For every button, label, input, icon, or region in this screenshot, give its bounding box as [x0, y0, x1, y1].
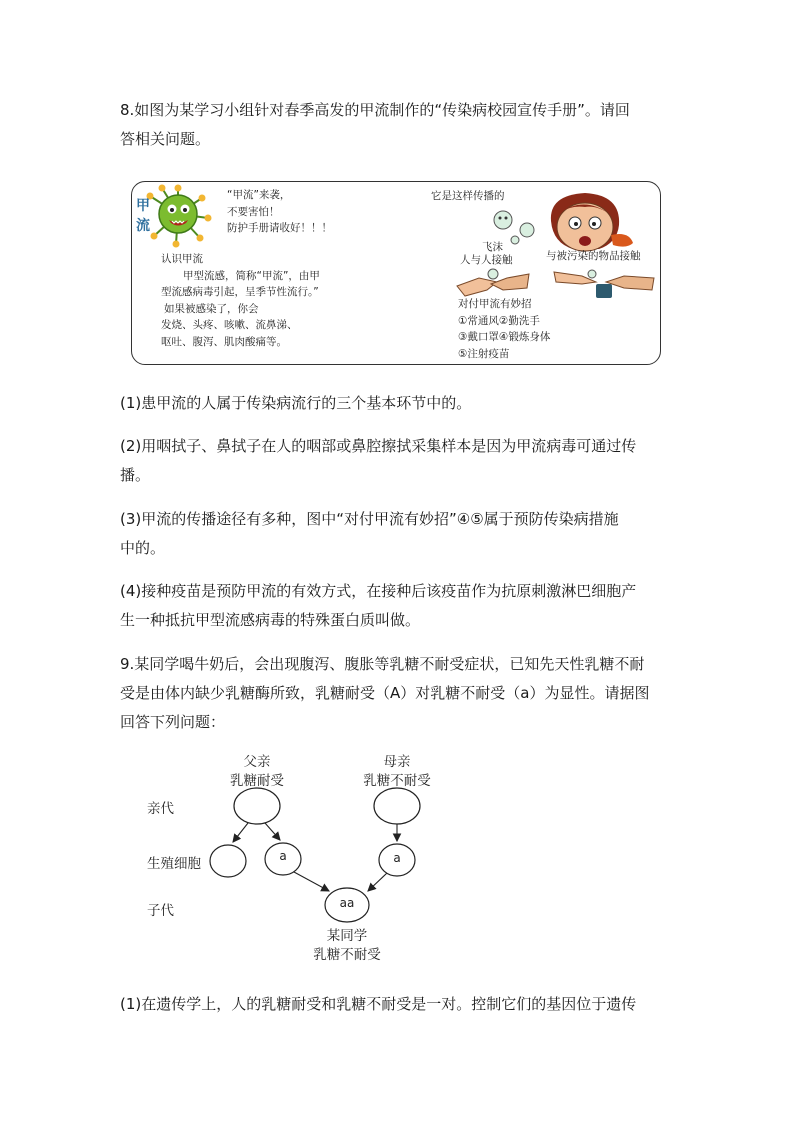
q8-sub4-line: (4)接种疫苗是预防甲流的有效方式，在接种后该疫苗作为抗原刺激淋巴细胞产: [120, 582, 637, 600]
infected-line: 发烧、头疼、咳嗽、流鼻涕、: [161, 319, 298, 331]
gamete-genotype: a: [279, 849, 287, 863]
q8-sub3-line: 中的。: [120, 539, 166, 557]
q9-intro-line: 9.某同学喝牛奶后，会出现腹泻、腹胀等乳糖不耐受症状，已知先天性乳糖不耐: [120, 655, 645, 673]
row-parent-label: 亲代: [147, 801, 174, 817]
q9-intro-line: 回答下列问题：: [120, 713, 226, 731]
father-trait: 乳糖耐受: [230, 773, 284, 789]
child-name: 某同学: [326, 928, 368, 944]
bubble-line: 不要害怕！: [227, 205, 280, 218]
q8-sub2-line: (2)用咽拭子、鼻拭子在人的咽部或鼻腔擦拭采集样本是因为甲流病毒可通过传: [120, 437, 637, 455]
bubble-line: 防护手册请收好！！！: [227, 222, 332, 234]
infected-line: 呕吐、腹泻、肌肉酸痛等。: [161, 335, 287, 348]
child-genotype: aa: [339, 896, 355, 910]
q8-sub2-line: 播。: [120, 466, 151, 484]
tip-line: ①常通风②勤洗手: [458, 314, 540, 327]
infected-line: 如果被感染了，你会: [164, 302, 259, 315]
q8-sub3-line: (3)甲流的传播途径有多种，图中“对付甲流有妙招”④⑤属于预防传染病措施: [120, 510, 619, 528]
tip-line: ③戴口罩④锻炼身体: [458, 331, 551, 343]
mother-label: 母亲: [383, 754, 411, 770]
q8-sub1: (1)患甲流的人属于传染病流行的三个基本环节中的。: [120, 394, 472, 412]
bubble-line: “甲流”来袭，: [227, 189, 291, 201]
gamete-genotype: a: [393, 851, 401, 865]
tips-title: 对付甲流有妙招: [458, 298, 532, 310]
q8-sub4-line: 生一种抵抗甲型流感病毒的特殊蛋白质叫做。: [120, 611, 421, 629]
know-text-line: 甲型流感，简称“甲流”，由甲: [183, 269, 320, 282]
mother-trait: 乳糖不耐受: [363, 773, 431, 789]
person-contact-label: 人与人接触: [460, 254, 513, 266]
child-trait: 乳糖不耐受: [313, 947, 381, 963]
q8-intro-line: 8.如图为某学习小组针对春季高发的甲流制作的“传染病校园宣传手册”。请回: [120, 101, 630, 119]
virus-label: 甲流: [136, 198, 150, 234]
q9-sub1: (1)在遗传学上，人的乳糖耐受和乳糖不耐受是一对。控制它们的基因位于遗传: [120, 995, 637, 1013]
father-label: 父亲: [243, 754, 271, 770]
know-text-line: 型流感病毒引起，呈季节性流行。”: [161, 286, 319, 298]
know-title: 认识甲流: [161, 253, 203, 265]
row-child-label: 子代: [147, 903, 174, 919]
object-contact-label: 与被污染的物品接触: [546, 250, 641, 262]
droplet-label: 飞沫: [482, 241, 503, 253]
spread-title: 它是这样传播的: [431, 190, 505, 202]
mother-cell: [374, 788, 420, 824]
q8-intro-line: 答相关问题。: [120, 130, 211, 148]
row-gamete-label: 生殖细胞: [147, 856, 201, 872]
father-cell: [234, 788, 280, 824]
tip-line: ⑤注射疫苗: [458, 347, 510, 360]
father-gamete-1: [210, 845, 246, 877]
q9-intro-line: 受是由体内缺少乳糖酶所致，乳糖耐受（A）对乳糖不耐受（a）为显性。请据图: [120, 684, 650, 702]
